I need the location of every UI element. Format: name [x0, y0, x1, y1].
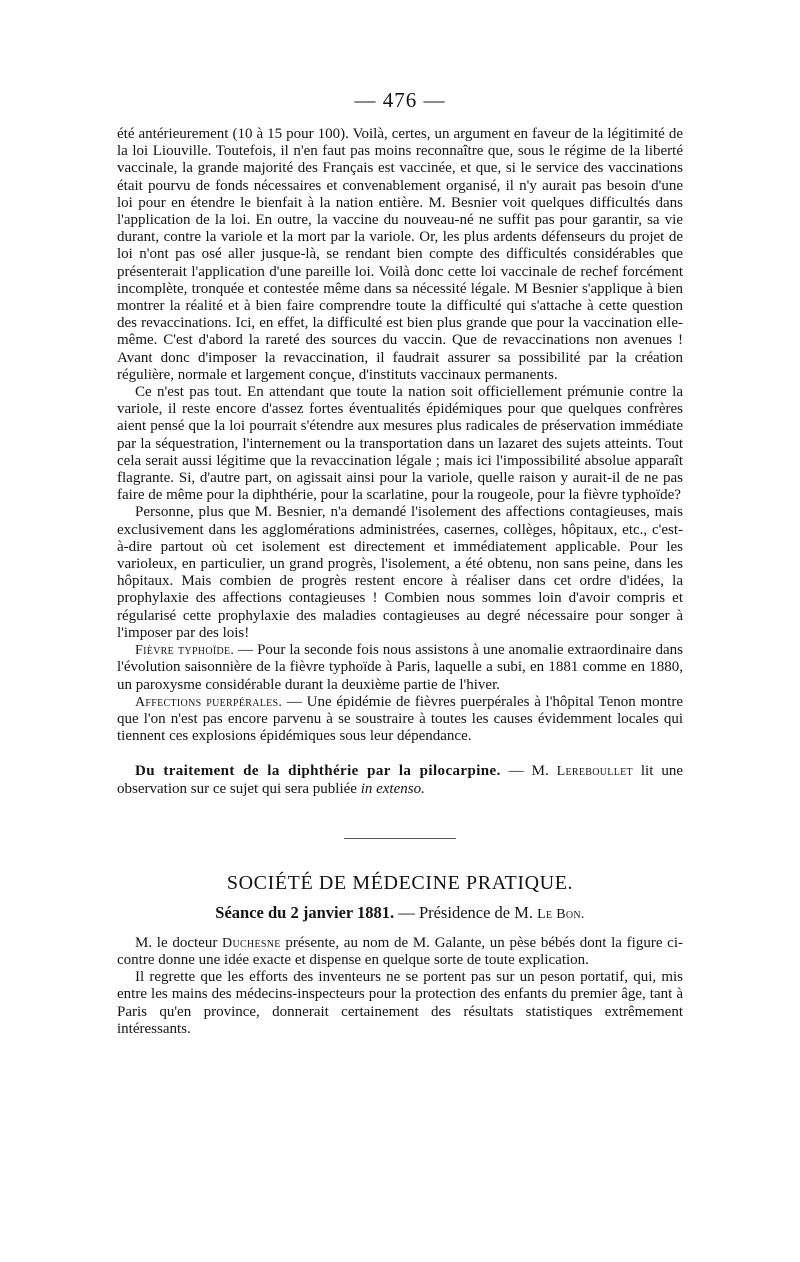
paragraph-puerperal [117, 694, 683, 746]
society-title: SOCIÉTÉ DE MÉDECINE PRATIQUE. [226, 871, 574, 894]
paragraph-peson: Il regrette que les efforts des inventeurs ne se portent pas sur un peson portatif, qui, mis entre les mains des médecins-inspecteurs pour la protection des enfants du premier âge, tant à Paris qu'en province, donnerait certainement des résultats statistiques extrêmement intéressants. [117, 969, 683, 1037]
paragraph-vaccination: été antérieurement (10 à 15 pour 100). Voilà, certes, un argument en faveur de la légitimité de la loi Liouville. Toutefois, il n'en faut pas moins reconnaître que, sous le régime de la liberté vaccinale, la grande majorité des Français est vaccinée, et que, si le service des vaccinations était pourvu de fonds nécessaires et convenablement organisé, il n'y aurait pas besoin d'une loi pour en étendre le bienfait à la nation entière. M. Besnier voit quelques difficultés dans l'application de la loi. En outre, la vaccine du nouveau-né ne suffit pas pour garantir, sa vie durant, contre la variole et la mort par la variole. Or, les plus ardents défenseurs du projet de loi n'ont pas osé aller jusque-là, se rendant bien compte des difficultés considérables que présenterait l'application d'une pareille loi. Voilà donc cette loi vaccinale de rechef forcément incomplète, tronquée et contestée même dans sa nécessité légale. M Besnier s'applique à bien montrer la réalité et à bien faire comprendre toute la difficulté qui s'attache à cette question des revaccinations. Ici, en effet, la difficulté est bien plus grande que pour la vaccination elle-même. C'est d'abord la rareté des sources du vaccin. Que de revaccinations non avenues ! Avant donc d'imposer la revaccination, il faudrait assurer sa possibilité par la création régulière, normale et largement conçue, d'instituts vaccinaux permanents. [117, 126, 683, 383]
paragraph-besnier: Personne, plus que M. Besnier, n'a demandé l'isolement des affections contagieuses, mais exclusivement dans les agglomérations administrées, casernes, collèges, hôpitaux, etc., c'est-à-dire partout où cet isolement est directement et immédiatement applicable. Pour les varioleux, en particulier, un grand progrès, l'isolement, a été obtenu, non sans peine, dans les hôpitaux. Mais combien de progrès restent encore à réaliser dans cet ordre d'idées, la prophylaxie des affections contagieuses ! Combien nous sommes loin d'avoir compris et régularisé cette prophylaxie des maladies contagieuses au degré nécessaire pour songer à l'imposer par des lois! [117, 504, 683, 641]
president-name: Le Bon. [537, 906, 585, 922]
typhoid-label: Fièvre typhoïde. [135, 643, 235, 659]
diphtheria-heading: Du traitement de la diphthérie par la pilocarpine. [135, 763, 501, 780]
duchesne-intro: M. le docteur [135, 934, 223, 951]
page-number: — 476 — [354, 88, 446, 112]
paragraph-duchesne [117, 935, 683, 969]
lereboullet-name: Lereboullet [556, 764, 633, 780]
paragraph-isolation: Ce n'est pas tout. En attendant que toute la nation soit officiellement prémunie contre la variole, il reste encore d'assez fortes éventualités épidémiques pour que quelques confrères aient pensé que la loi pourrait s'étendre aux mesures plus radicales de préservation immédiate par la séquestration, l'internement ou la transportation dans un lazaret des sujets atteints. Tout cela serait aussi légitime que la revaccination légale ; mais ici l'impossibilité absolue apparaît flagrante. Si, d'autre part, on agissait ainsi pour la variole, quelle raison y aurait-il de ne pas faire de même pour la diphthérie, pour la scarlatine, pour la rougeole, pour la fièvre typhoïde? [117, 384, 683, 504]
document-page [117, 88, 683, 1038]
puerperal-label: Affections puerpérales. [135, 694, 283, 710]
puerperal-text: — Une épidémie de fièvres puerpérales à l'hôpital Tenon montre que l'on n'est pas encore parvenu à se soustraire à toutes les causes évidemment locales qui tiennent ces explosions épidémiques sous leur dépendance. [117, 693, 683, 745]
paragraph-typhoid [117, 642, 683, 694]
duchesne-text: présente, au nom de M. Galante, un pèse bébés dont la figure ci-contre donne une idée exacte et dispense en quelque sorte de toute explication. [117, 934, 684, 968]
seance-presidence: — Présidence de M. [394, 902, 538, 922]
typhoid-text: — Pour la seconde fois nous assistons à une anomalie extraordinaire dans l'évolution saisonnière de la fièvre typhoïde à Paris, laquelle a subi, en 1881 comme en 1880, un paroxysme considérable durant la deuxième partie de l'hiver. [117, 642, 683, 693]
diphtheria-text: lit une observation sur ce sujet qui sera publiée [117, 763, 683, 797]
seance-line [117, 903, 683, 923]
paragraph-diphtheria [117, 763, 683, 797]
section-divider [344, 838, 456, 839]
duchesne-name: Duchesne [222, 935, 281, 951]
in-extenso: in extenso. [360, 780, 425, 797]
diphtheria-dash: — M. [500, 763, 557, 780]
seance-date: Séance du 2 janvier 1881. [215, 902, 395, 922]
